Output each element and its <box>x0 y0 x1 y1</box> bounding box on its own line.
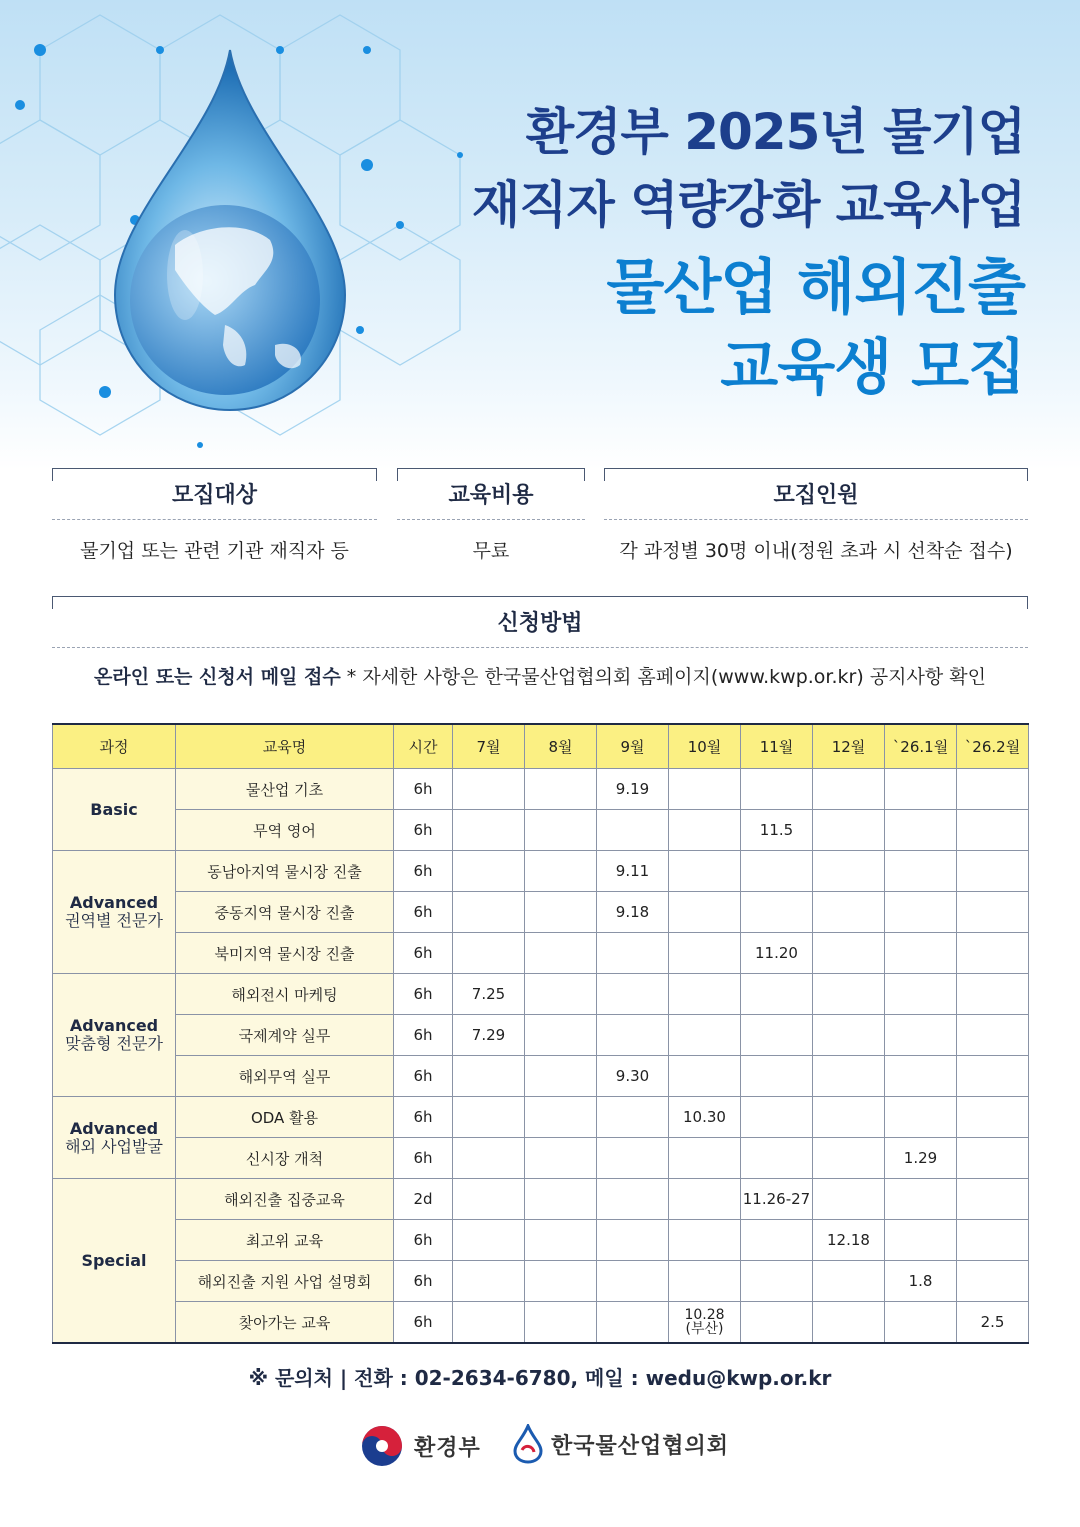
schedule-date-cell <box>813 1056 885 1097</box>
schedule-date-cell <box>885 1015 957 1056</box>
group-subtitle: 맞춤형 전문가 <box>65 1034 163 1053</box>
schedule-date-cell <box>525 1097 597 1138</box>
schedule-date-cell <box>741 1220 813 1261</box>
schedule-date-cell <box>597 1015 669 1056</box>
course-name: 동남아지역 물시장 진출 <box>176 851 394 892</box>
quota-heading: 모집인원 <box>604 481 1028 520</box>
schedule-date-cell <box>957 1179 1029 1220</box>
schedule-date-cell <box>525 1138 597 1179</box>
apply-text <box>52 662 1028 689</box>
schedule-date-cell <box>525 1015 597 1056</box>
schedule-date-cell: 11.5 <box>741 810 813 851</box>
header-cell: `26.1월 <box>885 724 957 769</box>
schedule-date-cell <box>669 1261 741 1302</box>
table-row <box>53 769 1029 810</box>
schedule-date-cell <box>885 892 957 933</box>
schedule-date-cell <box>597 1179 669 1220</box>
schedule-date-cell <box>669 810 741 851</box>
schedule-date-cell <box>957 1138 1029 1179</box>
schedule-date-cell: 1.29 <box>885 1138 957 1179</box>
schedule-date-cell <box>813 851 885 892</box>
schedule-date-cell <box>741 1097 813 1138</box>
schedule-date-cell <box>453 1261 525 1302</box>
schedule-date-cell <box>957 1220 1029 1261</box>
table-row <box>53 1302 1029 1344</box>
taegeuk-emblem-icon <box>360 1424 404 1468</box>
schedule-date-cell <box>885 974 957 1015</box>
schedule-date-cell <box>525 892 597 933</box>
header-cell: 8월 <box>525 724 597 769</box>
schedule-date-cell <box>813 933 885 974</box>
schedule-date-cell <box>957 1097 1029 1138</box>
title-line-4: 교육생 모집 <box>720 333 1025 403</box>
target-heading: 모집대상 <box>52 481 377 520</box>
council-logo <box>513 1424 729 1464</box>
header-cell: 과정 <box>53 724 176 769</box>
contact-info: ※ 문의처 | 전화 : 02-2634-6780, 메일 : wedu@kwp.or.kr <box>248 1366 832 1390</box>
course-time: 6h <box>394 1261 453 1302</box>
group-label <box>53 974 176 1097</box>
schedule-date-cell: 9.18 <box>597 892 669 933</box>
schedule-date-cell: 11.20 <box>741 933 813 974</box>
table-row <box>53 974 1029 1015</box>
schedule-date-cell <box>453 769 525 810</box>
course-name: 해외진출 지원 사업 설명회 <box>176 1261 394 1302</box>
schedule-date-cell <box>741 769 813 810</box>
schedule-date-cell <box>885 1302 957 1344</box>
table-row <box>53 1220 1029 1261</box>
schedule-date-cell: 2.5 <box>957 1302 1029 1344</box>
table-row <box>53 1097 1029 1138</box>
schedule-header-row <box>53 724 1029 769</box>
schedule-date-cell <box>453 810 525 851</box>
schedule-date-cell <box>525 1056 597 1097</box>
ministry-name: 환경부 <box>414 1435 481 1461</box>
group-subtitle: 권역별 전문가 <box>65 911 163 930</box>
schedule-date-cell <box>453 1056 525 1097</box>
schedule-date-cell <box>957 810 1029 851</box>
course-name: 찾아가는 교육 <box>176 1302 394 1344</box>
course-time: 6h <box>394 1056 453 1097</box>
table-row <box>53 1179 1029 1220</box>
schedule-date-cell <box>597 1097 669 1138</box>
schedule-date-cell <box>453 892 525 933</box>
header-cell: 9월 <box>597 724 669 769</box>
course-name: 해외전시 마케팅 <box>176 974 394 1015</box>
date-location-note: (부산) <box>685 1321 724 1337</box>
header-cell: 7월 <box>453 724 525 769</box>
course-time: 6h <box>394 1097 453 1138</box>
table-row <box>53 1138 1029 1179</box>
schedule-date-cell <box>885 1220 957 1261</box>
schedule-date-cell: 10.30 <box>669 1097 741 1138</box>
schedule-date-cell <box>885 769 957 810</box>
schedule-date-cell <box>813 892 885 933</box>
table-row <box>53 810 1029 851</box>
schedule-date-cell <box>813 1015 885 1056</box>
schedule-date-cell <box>597 933 669 974</box>
title-line-1: 환경부 2025년 물기업 <box>525 103 1025 161</box>
group-name: Special <box>81 1250 147 1270</box>
schedule-date-cell: 7.29 <box>453 1015 525 1056</box>
schedule-date-cell: 7.25 <box>453 974 525 1015</box>
schedule-date-cell <box>885 1097 957 1138</box>
schedule-date-cell <box>741 974 813 1015</box>
course-time: 6h <box>394 1138 453 1179</box>
table-row <box>53 1015 1029 1056</box>
schedule-date-cell: 1.8 <box>885 1261 957 1302</box>
group-label <box>53 769 176 851</box>
schedule-date-cell <box>525 1261 597 1302</box>
schedule-date-cell <box>957 851 1029 892</box>
schedule-date-cell <box>957 892 1029 933</box>
schedule-date-cell <box>669 769 741 810</box>
schedule-date-cell <box>597 810 669 851</box>
info-quota <box>604 468 1028 563</box>
schedule-date-cell <box>741 1138 813 1179</box>
schedule-date-cell <box>669 1302 741 1344</box>
schedule-date-cell <box>813 810 885 851</box>
schedule-date-cell <box>885 810 957 851</box>
info-target <box>52 468 377 563</box>
schedule-date-cell <box>597 1261 669 1302</box>
council-drop-icon <box>513 1424 543 1464</box>
schedule-date-cell <box>669 1015 741 1056</box>
schedule-date-cell <box>885 1179 957 1220</box>
schedule-date-cell <box>669 1056 741 1097</box>
course-name: ODA 활용 <box>176 1097 394 1138</box>
water-drop-globe-image <box>105 45 355 415</box>
schedule-date-cell <box>957 933 1029 974</box>
table-row <box>53 892 1029 933</box>
cost-heading: 교육비용 <box>397 481 585 520</box>
schedule-date-cell <box>669 1179 741 1220</box>
schedule-date-cell <box>597 1302 669 1344</box>
schedule-date-cell <box>669 1138 741 1179</box>
course-name: 무역 영어 <box>176 810 394 851</box>
schedule-date-cell <box>525 810 597 851</box>
schedule-date-cell: 11.26-27 <box>741 1179 813 1220</box>
schedule-date-cell <box>669 851 741 892</box>
course-name: 해외무역 실무 <box>176 1056 394 1097</box>
course-name: 국제계약 실무 <box>176 1015 394 1056</box>
table-row <box>53 1056 1029 1097</box>
schedule-date-cell <box>741 1015 813 1056</box>
schedule-date-cell <box>525 1179 597 1220</box>
header-cell: 11월 <box>741 724 813 769</box>
schedule-date-cell <box>453 1097 525 1138</box>
date-value: 10.28 <box>684 1307 725 1323</box>
course-time: 6h <box>394 974 453 1015</box>
schedule-date-cell <box>741 892 813 933</box>
schedule-date-cell <box>669 974 741 1015</box>
header-cell: 12월 <box>813 724 885 769</box>
target-value: 물기업 또는 관련 기관 재직자 등 <box>80 540 349 562</box>
schedule-date-cell <box>741 1261 813 1302</box>
apply-note: * 자세한 사항은 한국물산업협의회 홈페이지(www.kwp.or.kr) 공지사항 확인 <box>346 666 986 688</box>
cost-value: 무료 <box>472 540 510 562</box>
schedule-date-cell <box>453 851 525 892</box>
title-line-3: 물산업 해외진출 <box>606 253 1025 323</box>
schedule-date-cell <box>885 1056 957 1097</box>
schedule-date-cell <box>597 974 669 1015</box>
title-line-2: 재직자 역량강화 교육사업 <box>471 176 1025 234</box>
schedule-date-cell <box>525 974 597 1015</box>
ministry-logo <box>360 1424 481 1468</box>
course-name: 물산업 기초 <box>176 769 394 810</box>
header-cell: 교육명 <box>176 724 394 769</box>
schedule-date-cell <box>741 1056 813 1097</box>
course-name: 중동지역 물시장 진출 <box>176 892 394 933</box>
table-row <box>53 851 1029 892</box>
course-name: 신시장 개척 <box>176 1138 394 1179</box>
schedule-date-cell <box>453 1138 525 1179</box>
header-cell: `26.2월 <box>957 724 1029 769</box>
schedule-date-cell <box>597 1138 669 1179</box>
course-time: 6h <box>394 892 453 933</box>
schedule-date-cell: 9.30 <box>597 1056 669 1097</box>
schedule-date-cell <box>453 933 525 974</box>
course-time: 6h <box>394 1220 453 1261</box>
apply-heading: 신청방법 <box>52 609 1028 648</box>
schedule-date-cell <box>885 933 957 974</box>
schedule-date-cell: 9.11 <box>597 851 669 892</box>
course-name: 해외진출 집중교육 <box>176 1179 394 1220</box>
schedule-date-cell <box>597 1220 669 1261</box>
apply-method: 온라인 또는 신청서 메일 접수 <box>94 666 341 688</box>
course-time: 6h <box>394 1302 453 1344</box>
schedule-date-cell <box>525 851 597 892</box>
group-label <box>53 1179 176 1344</box>
schedule-date-cell <box>453 1302 525 1344</box>
course-time: 6h <box>394 933 453 974</box>
quota-value: 각 과정별 30명 이내(정원 초과 시 선착순 접수) <box>619 540 1013 562</box>
group-name: Basic <box>90 799 138 819</box>
schedule-date-cell: 12.18 <box>813 1220 885 1261</box>
schedule-date-cell <box>453 1179 525 1220</box>
schedule-date-cell <box>957 974 1029 1015</box>
info-cost <box>397 468 585 563</box>
schedule-date-cell <box>813 974 885 1015</box>
council-name: 한국물산업협의회 <box>551 1433 730 1459</box>
hero-banner <box>0 0 1080 470</box>
schedule-date-cell <box>813 1179 885 1220</box>
group-label <box>53 1097 176 1179</box>
group-label <box>53 851 176 974</box>
schedule-date-cell <box>957 769 1029 810</box>
group-name: Advanced <box>69 1016 159 1035</box>
schedule-date-cell <box>525 933 597 974</box>
schedule-date-cell <box>813 1302 885 1344</box>
table-row <box>53 933 1029 974</box>
course-name: 북미지역 물시장 진출 <box>176 933 394 974</box>
course-time: 2d <box>394 1179 453 1220</box>
schedule-table <box>52 723 1029 1344</box>
schedule-date-cell <box>669 1220 741 1261</box>
schedule-date-cell <box>957 1015 1029 1056</box>
course-time: 6h <box>394 810 453 851</box>
course-name: 최고위 교육 <box>176 1220 394 1261</box>
schedule-date-cell <box>813 769 885 810</box>
course-time: 6h <box>394 851 453 892</box>
schedule-date-cell <box>813 1097 885 1138</box>
group-name: Advanced <box>69 893 159 912</box>
schedule-date-cell <box>813 1138 885 1179</box>
schedule-date-cell <box>957 1056 1029 1097</box>
schedule-body <box>53 769 1029 1344</box>
schedule-date-cell <box>669 933 741 974</box>
table-row <box>53 1261 1029 1302</box>
schedule-date-cell <box>453 1220 525 1261</box>
header-cell: 시간 <box>394 724 453 769</box>
group-subtitle: 해외 사업발굴 <box>65 1136 163 1156</box>
apply-section <box>52 596 1028 689</box>
schedule-date-cell <box>741 1302 813 1344</box>
schedule-date-cell <box>885 851 957 892</box>
header-cell: 10월 <box>669 724 741 769</box>
schedule-date-cell <box>525 1220 597 1261</box>
schedule-date-cell <box>813 1261 885 1302</box>
schedule-date-cell <box>525 1302 597 1344</box>
course-time: 6h <box>394 1015 453 1056</box>
group-name: Advanced <box>69 1118 159 1138</box>
course-time: 6h <box>394 769 453 810</box>
schedule-date-cell: 9.19 <box>597 769 669 810</box>
schedule-date-cell <box>669 892 741 933</box>
schedule-date-cell <box>741 851 813 892</box>
schedule-date-cell <box>957 1261 1029 1302</box>
schedule-date-cell <box>525 769 597 810</box>
